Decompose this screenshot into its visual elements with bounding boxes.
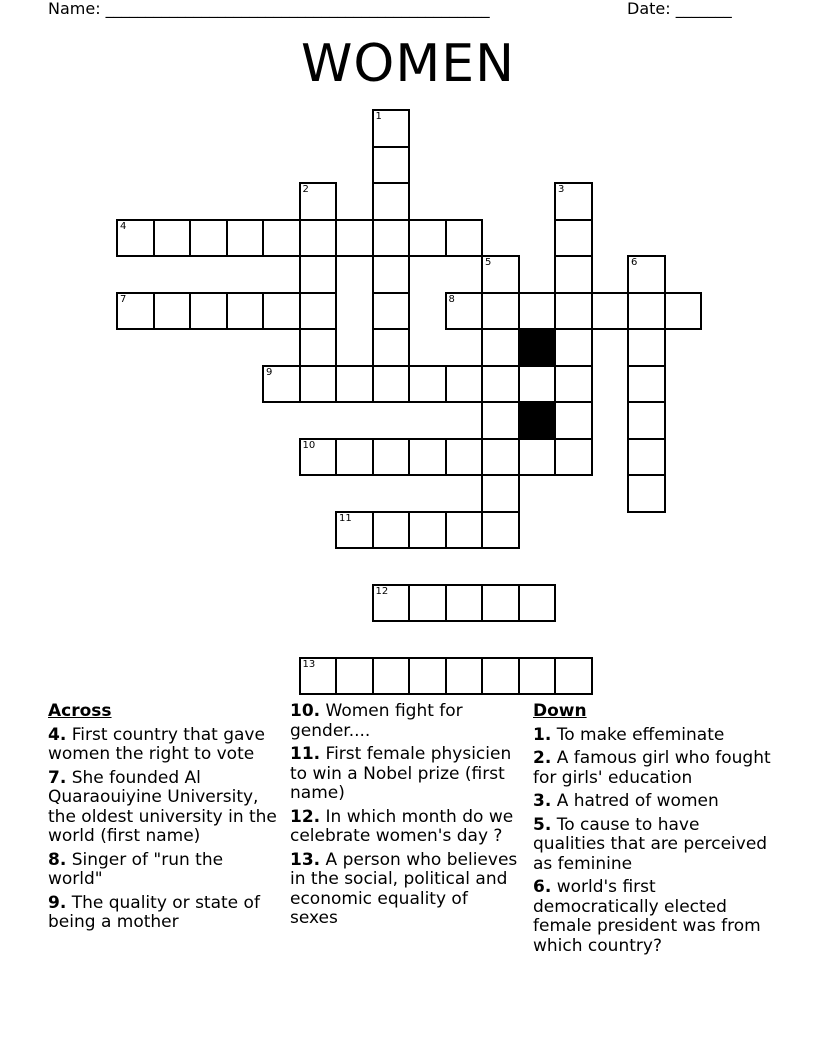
- crossword-cell[interactable]: [554, 657, 593, 696]
- across-clue-list-continued: [290, 702, 520, 929]
- clue-text: First country that gave women the right to vote: [48, 724, 265, 764]
- clue-text: To make effeminate: [556, 724, 725, 745]
- crossword-cell[interactable]: [262, 365, 301, 404]
- clue-text: A person who believes in the social, political and economic equality of sexes: [290, 849, 518, 928]
- clue-item: [533, 726, 773, 746]
- cell-number: 13: [302, 658, 316, 670]
- crossword-cell[interactable]: [481, 255, 520, 294]
- crossword-cell[interactable]: [372, 584, 411, 623]
- crossword-cell[interactable]: [518, 584, 557, 623]
- crossword-cell[interactable]: [299, 438, 338, 477]
- crossword-cell[interactable]: [116, 292, 155, 331]
- crossword-cell[interactable]: [627, 292, 666, 331]
- clue-text: world's first democratically elected female president was from which country?: [533, 877, 761, 956]
- clue-number: 5.: [533, 814, 552, 835]
- crossword-cell[interactable]: [554, 219, 593, 258]
- crossword-cell[interactable]: [481, 511, 520, 550]
- crossword-cell[interactable]: [189, 219, 228, 258]
- crossword-cell[interactable]: [445, 511, 484, 550]
- crossword-cell[interactable]: [299, 365, 338, 404]
- clue-item: [48, 851, 278, 890]
- cell-number: 2: [302, 184, 309, 195]
- crossword-cell[interactable]: [299, 292, 338, 331]
- crossword-cell[interactable]: [299, 657, 338, 696]
- crossword-cell[interactable]: [481, 365, 520, 404]
- clue-number: 12.: [290, 806, 321, 827]
- crossword-cell[interactable]: [554, 328, 593, 367]
- clue-number: 7.: [48, 767, 67, 788]
- black-square: [518, 328, 557, 367]
- crossword-cell[interactable]: [518, 365, 557, 404]
- clue-number: 3.: [533, 791, 552, 811]
- cell-number: 9: [266, 366, 273, 378]
- clue-number: 2.: [533, 748, 552, 768]
- cell-number: 6: [631, 257, 638, 268]
- clue-text: A famous girl who fought for girls' education: [533, 748, 771, 788]
- crossword-cell[interactable]: [627, 401, 666, 440]
- crossword-cell[interactable]: [481, 328, 520, 367]
- crossword-cell[interactable]: [591, 292, 630, 331]
- crossword-cell[interactable]: [372, 328, 411, 367]
- cell-number: 11: [339, 512, 352, 524]
- crossword-cell[interactable]: [445, 365, 484, 404]
- clue-number: 11.: [290, 744, 321, 764]
- crossword-cell[interactable]: [372, 365, 411, 404]
- crossword-cell[interactable]: [408, 219, 447, 258]
- crossword-cell[interactable]: [372, 292, 411, 331]
- clue-item: [533, 816, 773, 875]
- crossword-cell[interactable]: [189, 292, 228, 331]
- clue-number: 9.: [48, 892, 67, 913]
- clue-number: 4.: [48, 724, 67, 745]
- clues-column-1: [48, 702, 278, 937]
- clue-item: [290, 702, 520, 741]
- crossword-cell[interactable]: [627, 328, 666, 367]
- clue-text: To cause to have qualities that are perceived as feminine: [533, 814, 768, 874]
- crossword-cell[interactable]: [554, 292, 593, 331]
- crossword-cell[interactable]: [299, 255, 338, 294]
- crossword-cell[interactable]: [627, 438, 666, 477]
- crossword-cell[interactable]: [372, 657, 411, 696]
- puzzle-title: WOMEN: [301, 34, 515, 94]
- crossword-cell[interactable]: [445, 292, 484, 331]
- crossword-cell[interactable]: [335, 219, 374, 258]
- crossword-cell[interactable]: [481, 474, 520, 513]
- crossword-cell[interactable]: [627, 365, 666, 404]
- crossword-cell[interactable]: [335, 438, 374, 477]
- clues-column-3: [533, 702, 773, 960]
- clue-item: [48, 769, 278, 847]
- crossword-cell[interactable]: [481, 438, 520, 477]
- crossword-cell[interactable]: [627, 255, 666, 294]
- crossword-cell[interactable]: [372, 109, 411, 148]
- clue-text: She founded Al Quaraouiyine University, the oldest university in the world (first name): [48, 767, 277, 846]
- crossword-cell[interactable]: [408, 657, 447, 696]
- crossword-cell[interactable]: [627, 474, 666, 513]
- clue-item: [290, 851, 520, 929]
- clue-item: [48, 894, 278, 933]
- clue-number: 1.: [533, 724, 552, 745]
- crossword-cell[interactable]: [554, 365, 593, 404]
- cell-number: 10: [302, 439, 316, 451]
- clue-text: First female physicien to win a Nobel prize (first name): [290, 744, 512, 803]
- crossword-cell[interactable]: [554, 438, 593, 477]
- crossword-cell[interactable]: [226, 219, 265, 258]
- crossword-cell[interactable]: [299, 182, 338, 221]
- cell-number: 7: [120, 293, 127, 305]
- crossword-cell[interactable]: [554, 182, 593, 221]
- crossword-cell[interactable]: [408, 365, 447, 404]
- cell-number: 5: [485, 257, 492, 268]
- crossword-cell[interactable]: [445, 657, 484, 696]
- crossword-cell[interactable]: [554, 255, 593, 294]
- crossword-cell[interactable]: [153, 292, 192, 331]
- crossword-cell[interactable]: [372, 146, 411, 185]
- date-field[interactable]: Date: _______: [627, 0, 732, 18]
- clue-number: 10.: [290, 701, 321, 721]
- crossword-cell[interactable]: [481, 657, 520, 696]
- clue-text: Women fight for gender....: [290, 701, 463, 741]
- crossword-cell[interactable]: [481, 292, 520, 331]
- crossword-cell[interactable]: [335, 365, 374, 404]
- clue-number: 8.: [48, 849, 67, 870]
- crossword-cell[interactable]: [518, 438, 557, 477]
- crossword-cell[interactable]: [481, 584, 520, 623]
- crossword-cell[interactable]: [518, 657, 557, 696]
- crossword-cell[interactable]: [664, 292, 703, 331]
- crossword-cell[interactable]: [226, 292, 265, 331]
- crossword-cell[interactable]: [408, 438, 447, 477]
- cell-number: 1: [375, 111, 382, 122]
- crossword-cell[interactable]: [262, 219, 301, 258]
- clues-column-2: [290, 702, 520, 933]
- down-heading: Down: [533, 701, 587, 721]
- across-heading: Across: [48, 701, 112, 721]
- crossword-cell[interactable]: [372, 182, 411, 221]
- crossword-cell[interactable]: [335, 511, 374, 550]
- crossword-cell[interactable]: [262, 292, 301, 331]
- clue-item: [290, 808, 520, 847]
- crossword-cell[interactable]: [445, 438, 484, 477]
- clue-item: [48, 726, 278, 765]
- crossword-cell[interactable]: [518, 292, 557, 331]
- crossword-cell[interactable]: [116, 219, 155, 258]
- crossword-cell[interactable]: [372, 219, 411, 258]
- crossword-cell[interactable]: [445, 219, 484, 258]
- clue-item: [533, 792, 773, 812]
- crossword-cell[interactable]: [153, 219, 192, 258]
- crossword-cell[interactable]: [554, 401, 593, 440]
- crossword-cell[interactable]: [372, 255, 411, 294]
- cell-number: 8: [448, 293, 455, 305]
- crossword-cell[interactable]: [408, 511, 447, 550]
- clue-number: 6.: [533, 877, 552, 897]
- cell-number: 12: [375, 585, 389, 597]
- crossword-cell[interactable]: [372, 511, 411, 550]
- clue-item: [290, 745, 520, 804]
- clue-item: [533, 878, 773, 956]
- crossword-cell[interactable]: [445, 584, 484, 623]
- cell-number: 4: [120, 220, 127, 232]
- crossword-cell[interactable]: [299, 219, 338, 258]
- black-square: [518, 401, 557, 440]
- cell-number: 3: [558, 184, 565, 195]
- clue-text: Singer of "run the world": [48, 849, 224, 889]
- clue-text: In which month do we celebrate women's day ?: [290, 806, 514, 846]
- clue-text: A hatred of women: [556, 791, 719, 811]
- clue-text: The quality or state of being a mother: [48, 892, 260, 932]
- crossword-cell[interactable]: [408, 584, 447, 623]
- across-clue-list: [48, 726, 278, 933]
- clue-item: [533, 749, 773, 788]
- crossword-cell[interactable]: [299, 328, 338, 367]
- name-field[interactable]: Name: ________________________________________________: [48, 0, 490, 18]
- clue-number: 13.: [290, 849, 321, 870]
- crossword-cell[interactable]: [335, 657, 374, 696]
- crossword-cell[interactable]: [372, 438, 411, 477]
- crossword-cell[interactable]: [481, 401, 520, 440]
- down-clue-list: [533, 726, 773, 957]
